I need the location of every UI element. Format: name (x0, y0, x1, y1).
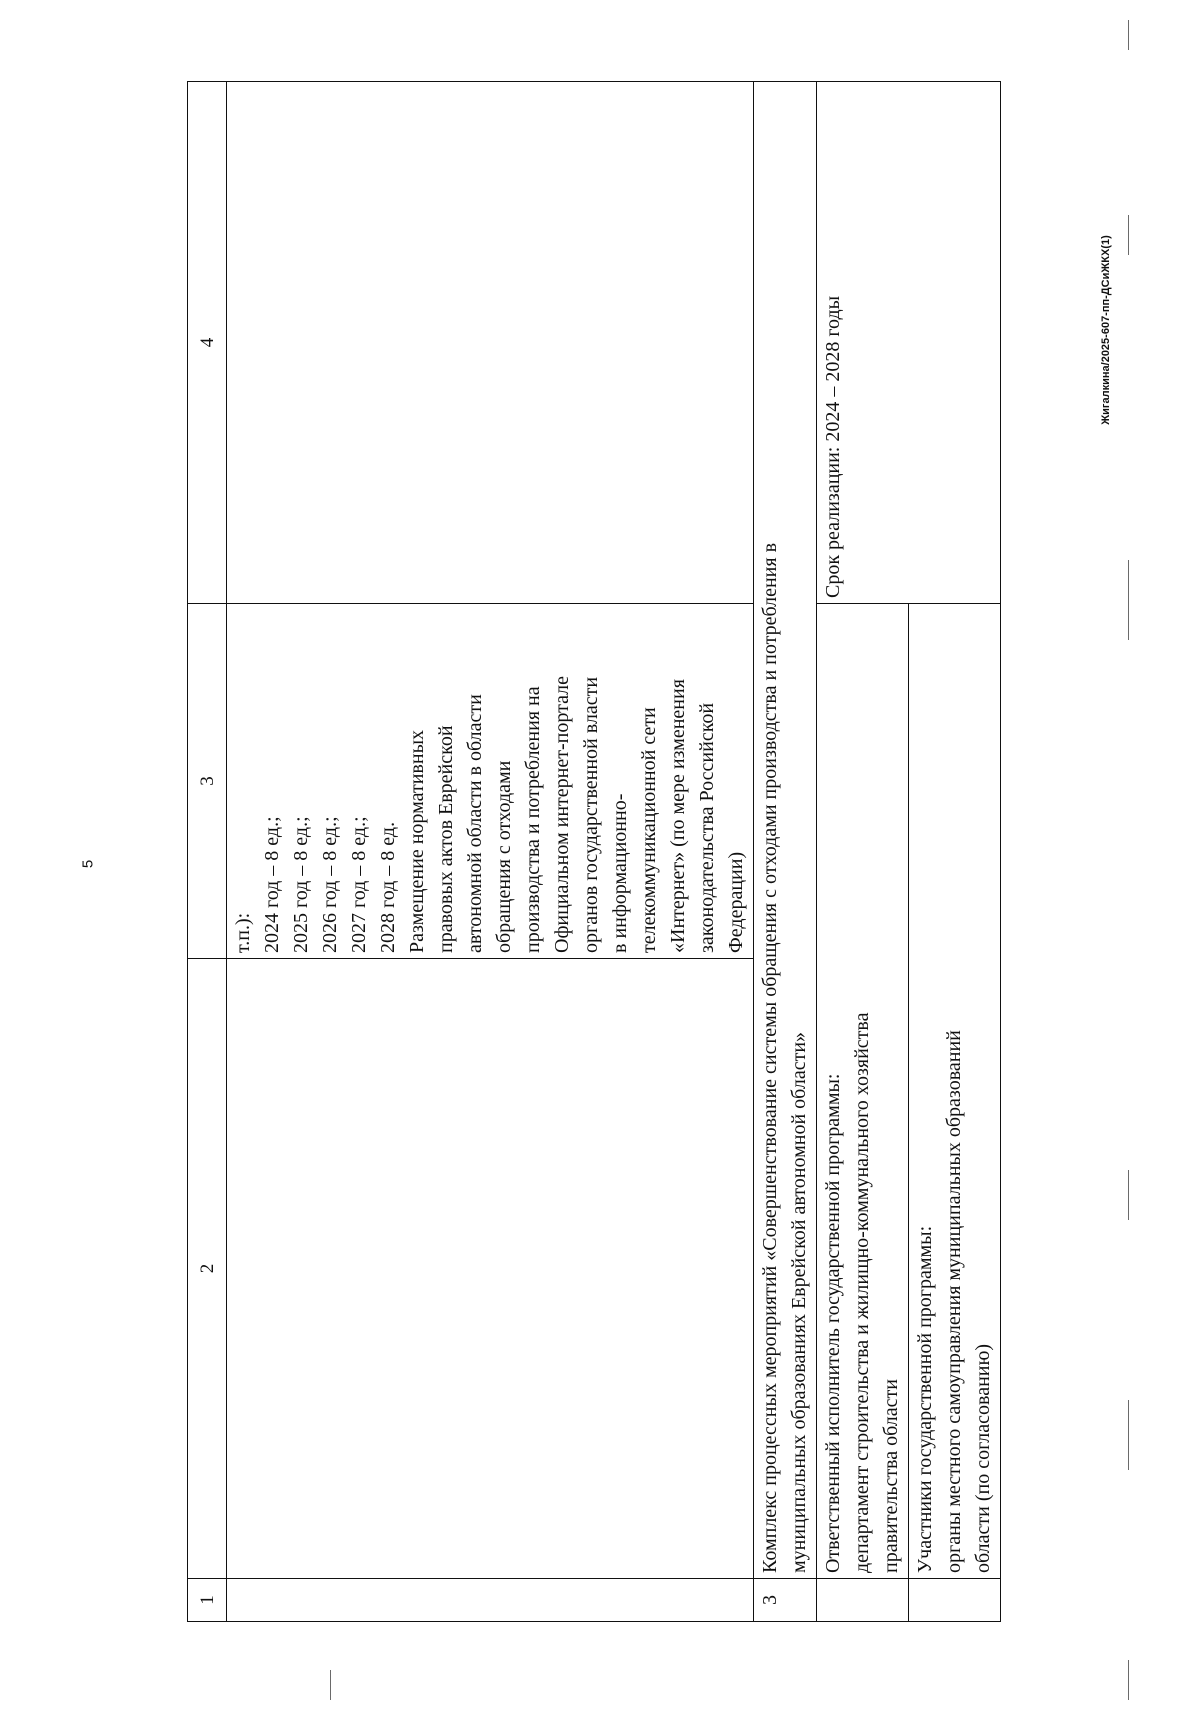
cell-line: Размещение нормативных (406, 729, 428, 953)
column-header: 2 (188, 959, 227, 1579)
table-cell (227, 959, 754, 1579)
table-header-row (188, 82, 227, 1622)
cell-line: Официальном интернет-портале (551, 676, 573, 953)
scan-artifact (1128, 1170, 1129, 1220)
cell-line: правовых актов Еврейской (435, 725, 457, 953)
cell-line: департамент строительства и жилищно-коммунального хозяйства (851, 1012, 873, 1573)
scan-artifact (330, 1670, 331, 1700)
scan-artifact (1128, 1660, 1129, 1700)
section-number: 3 (754, 1579, 817, 1622)
scan-artifact (1128, 560, 1129, 640)
cell-line: органов государственной власти (580, 676, 602, 953)
cell-line: производства и потребления на (522, 686, 544, 953)
responsible-executor (817, 604, 909, 1579)
implementation-term: Срок реализации: 2024 – 2028 годы (817, 82, 1001, 604)
measures-cell (227, 604, 754, 959)
table-row (227, 82, 754, 1622)
cell-line: обращения с отходами (493, 760, 515, 953)
section-title (754, 82, 817, 1579)
table-cell (227, 82, 754, 604)
column-header: 4 (188, 82, 227, 604)
cell-line: Комплекс процессных мероприятий «Совершенствование системы обращения с отходами производства и потребления в (759, 542, 781, 1573)
cell-line: «Интернет» (по мере изменения (667, 679, 689, 953)
executor-row (817, 82, 909, 1622)
table-cell (909, 1579, 1001, 1622)
cell-line: муниципальных образованиях Еврейской автономной области» (788, 1031, 810, 1573)
cell-line: Ответственный исполнитель государственной программы: (822, 1073, 844, 1573)
document-reference: Жигалкина/2025-607-пп-ДСиЖКХ(1) (1100, 235, 1112, 425)
cell-line: 2025 год – 8 ед.; (290, 816, 312, 953)
cell-line: области (по согласованию) (972, 1343, 994, 1573)
cell-line: в информационно- (609, 793, 631, 953)
table-cell (227, 1579, 754, 1622)
cell-line: телекоммуникационной сети (638, 707, 660, 953)
section-title-row (754, 82, 817, 1622)
scan-artifact (1128, 20, 1129, 50)
scan-artifact (1128, 1400, 1129, 1470)
table-cell (817, 1579, 909, 1622)
main-table (187, 82, 1087, 1622)
cell-line: правительства области (880, 1379, 902, 1573)
cell-line: 2028 год – 8 ед. (377, 821, 399, 953)
cell-line: 2026 год – 8 ед.; (319, 816, 341, 953)
column-header: 1 (188, 1579, 227, 1622)
cell-line: автономной области в области (464, 694, 486, 953)
cell-line: органы местного самоуправления муниципальных образований (943, 1030, 965, 1573)
cell-line: 2024 год – 8 ед.; (261, 816, 283, 953)
cell-line: т.п.): (232, 912, 254, 953)
scan-artifact (1128, 215, 1129, 255)
cell-line: 2027 год – 8 ед.; (348, 816, 370, 953)
page-number: 5 (79, 859, 97, 869)
cell-line: законодательства Российской (696, 702, 718, 953)
cell-line: Федерации) (725, 851, 747, 953)
column-header: 3 (188, 604, 227, 959)
cell-line: Участники государственной программы: (914, 1225, 936, 1573)
program-participants (909, 604, 1001, 1579)
